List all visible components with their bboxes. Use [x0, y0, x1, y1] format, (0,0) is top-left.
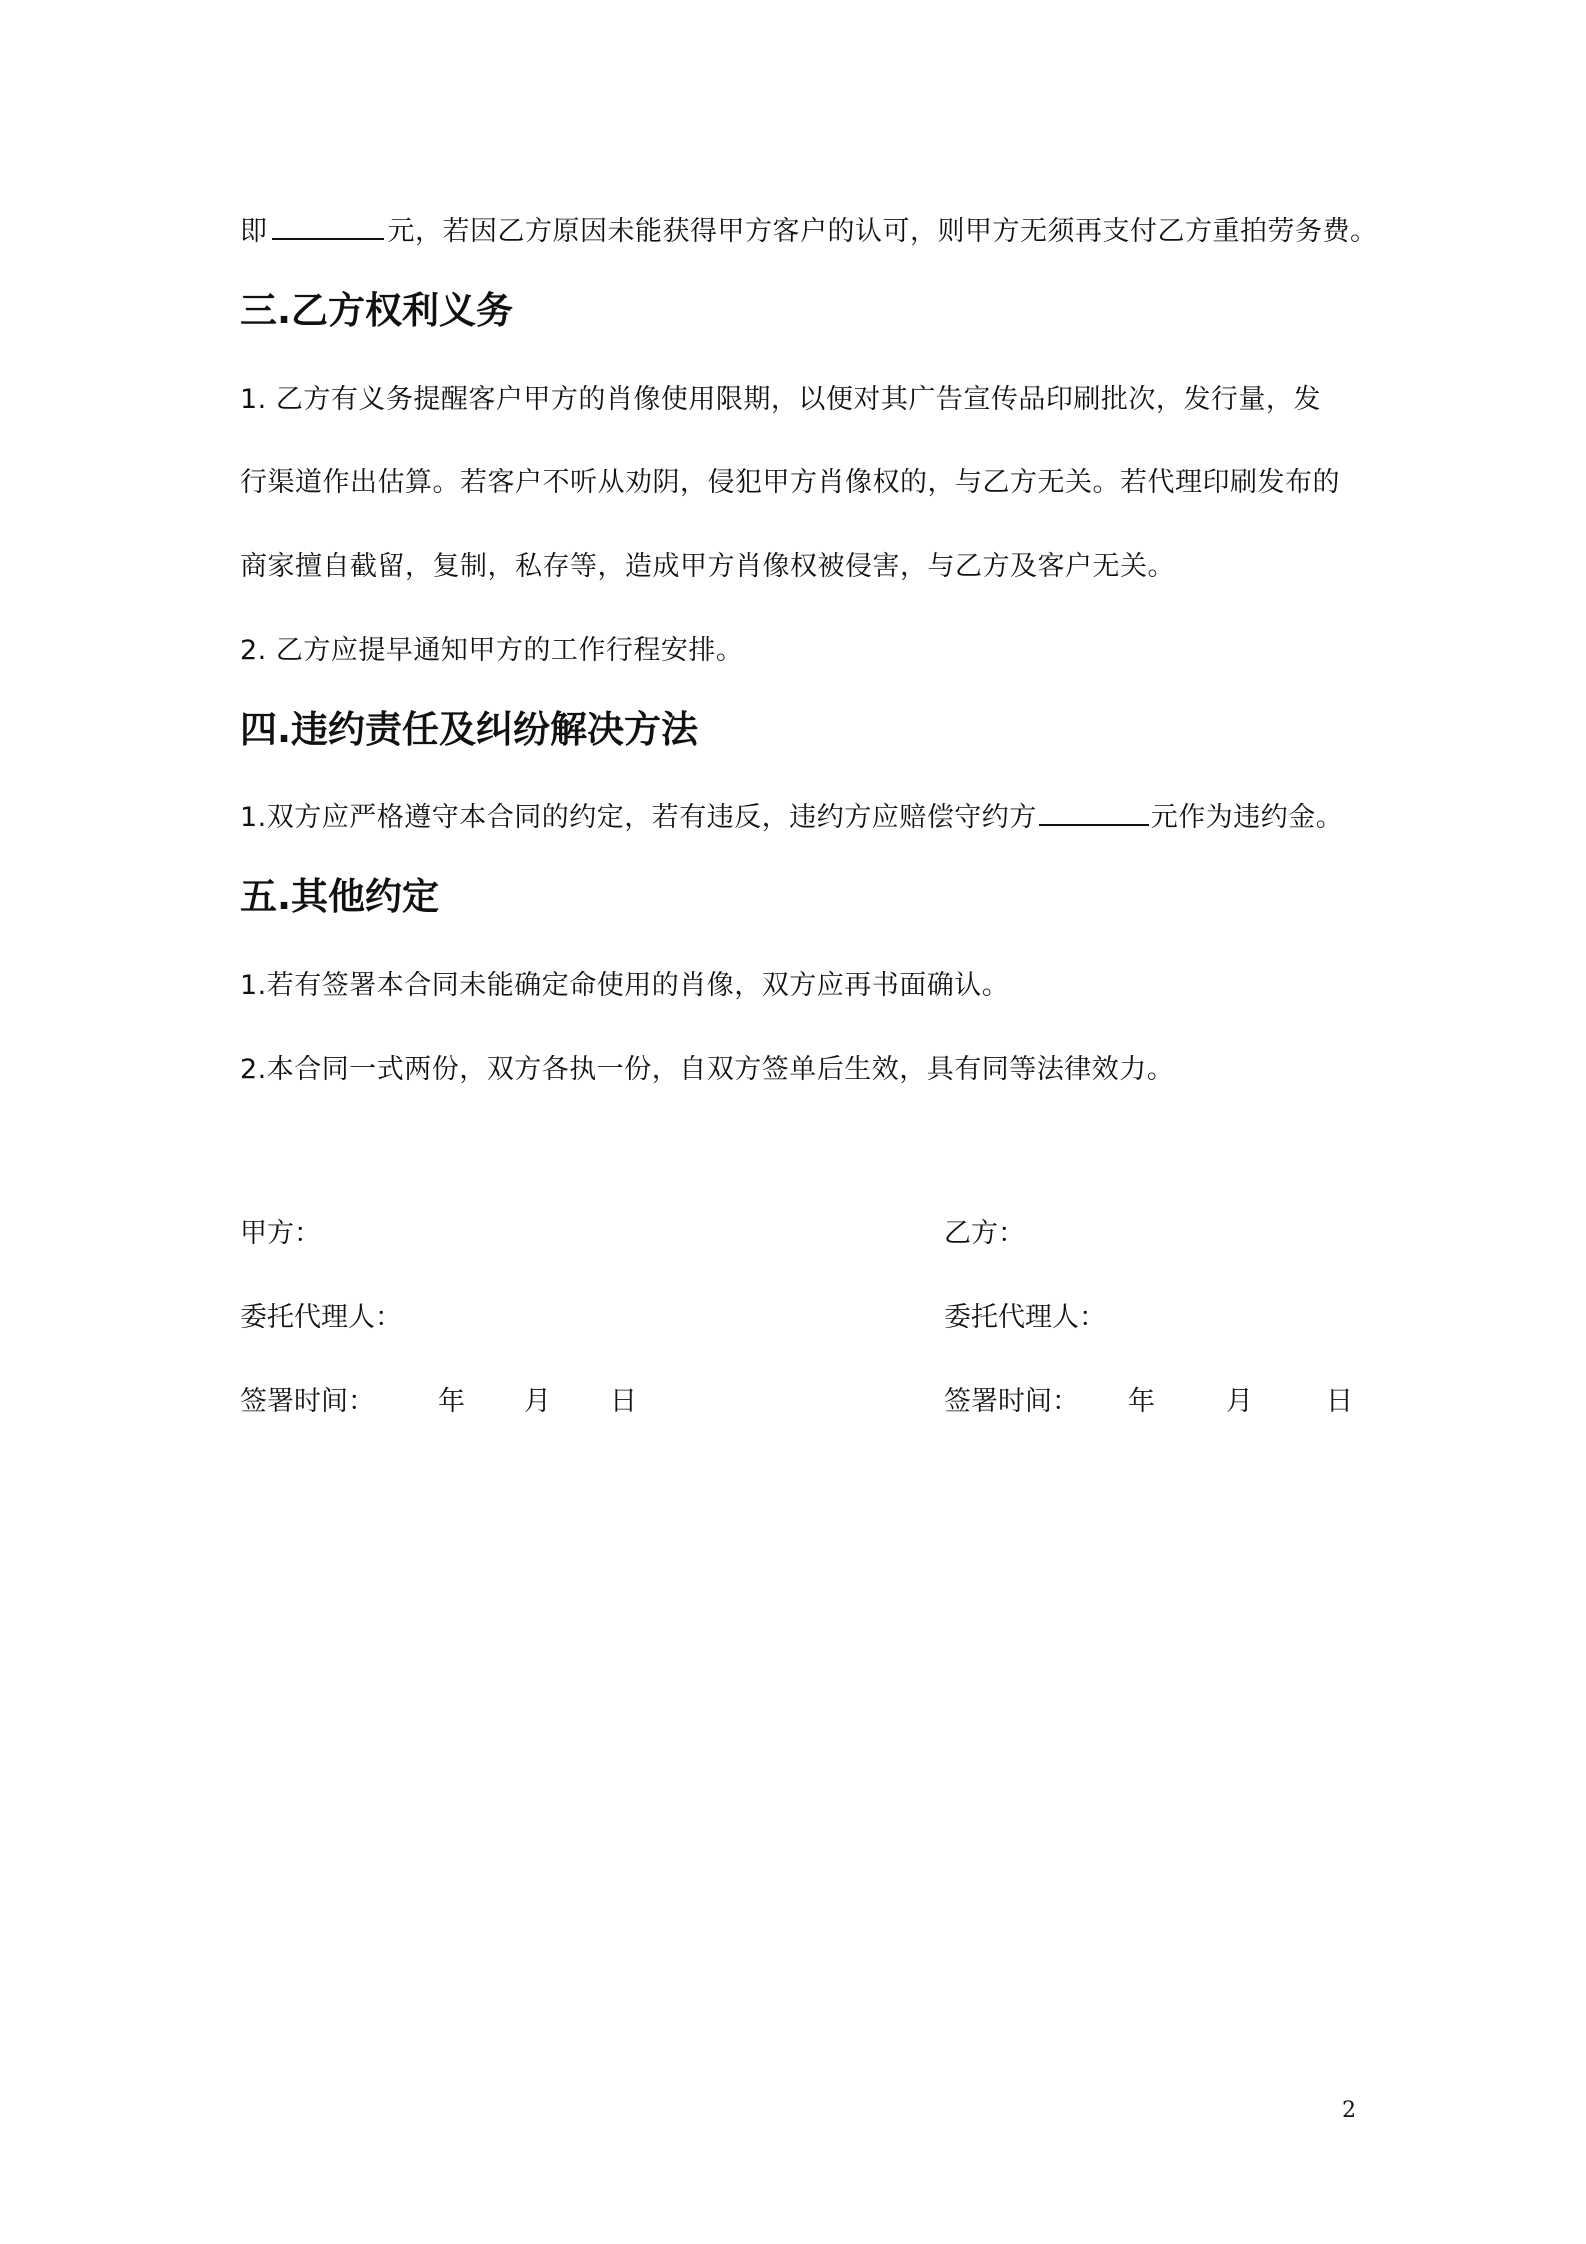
fee-clause-line: [240, 212, 1378, 252]
section-5-para-2: 2.本合同一式两份，双方各执一份，自双方签单后生效，具有同等法律效力。: [240, 1054, 1175, 1085]
section-3-para-1-line-2: 行渠道作出估算。若客户不听从劝阴，侵犯甲方肖像权的，与乙方无关。若代理印刷发布的: [240, 467, 1340, 498]
section-3-heading: 三.乙方权利义务: [240, 289, 514, 332]
penalty-amount-blank: [1039, 800, 1149, 826]
penalty-clause-suffix: 元作为违约金。: [1150, 802, 1344, 833]
section-3-para-1-line-3: 商家擅自截留，复制，私存等，造成甲方肖像权被侵害，与乙方及客户无关。: [240, 551, 1175, 582]
agent-a-label: 委托代理人：: [240, 1302, 402, 1333]
fee-clause-prefix: 即: [240, 216, 268, 247]
fee-amount-blank: [272, 212, 384, 240]
party-a-label: 甲方：: [240, 1218, 321, 1249]
penalty-clause-prefix: 1.双方应严格遵守本合同的约定，若有违反，违约方应赔偿守约方: [240, 802, 1037, 833]
section-5-para-1: 1.若有签署本合同未能确定命使用的肖像，双方应再书面确认。: [240, 970, 1010, 1001]
section-3-para-1-line-1: 1. 乙方有义务提醒客户甲方的肖像使用限期，以便对其广告宣传品印刷批次，发行量，发: [240, 384, 1321, 415]
section-4-heading: 四.违约责任及纠纷解决方法: [240, 708, 699, 751]
page-number: 2: [1342, 2098, 1356, 2123]
sign-date-a-label: 签署时间：: [240, 1386, 375, 1417]
sign-date-a-month: 月: [524, 1386, 551, 1417]
sign-date-b-day: 日: [1326, 1386, 1353, 1417]
sign-date-a-year: 年: [438, 1386, 465, 1417]
agent-b-label: 委托代理人：: [944, 1302, 1106, 1333]
section-4-para-1: [240, 798, 1360, 838]
sign-date-b-label: 签署时间：: [944, 1386, 1079, 1417]
section-5-heading: 五.其他约定: [240, 875, 440, 918]
sign-date-b-year: 年: [1128, 1386, 1155, 1417]
fee-clause-suffix: 元，若因乙方原因未能获得甲方客户的认可，则甲方无须再支付乙方重拍劳务费。: [387, 216, 1378, 247]
sign-date-b-month: 月: [1226, 1386, 1253, 1417]
sign-date-a-day: 日: [610, 1386, 637, 1417]
section-3-para-2: 2. 乙方应提早通知甲方的工作行程安排。: [240, 635, 744, 666]
party-b-label: 乙方：: [944, 1218, 1025, 1249]
